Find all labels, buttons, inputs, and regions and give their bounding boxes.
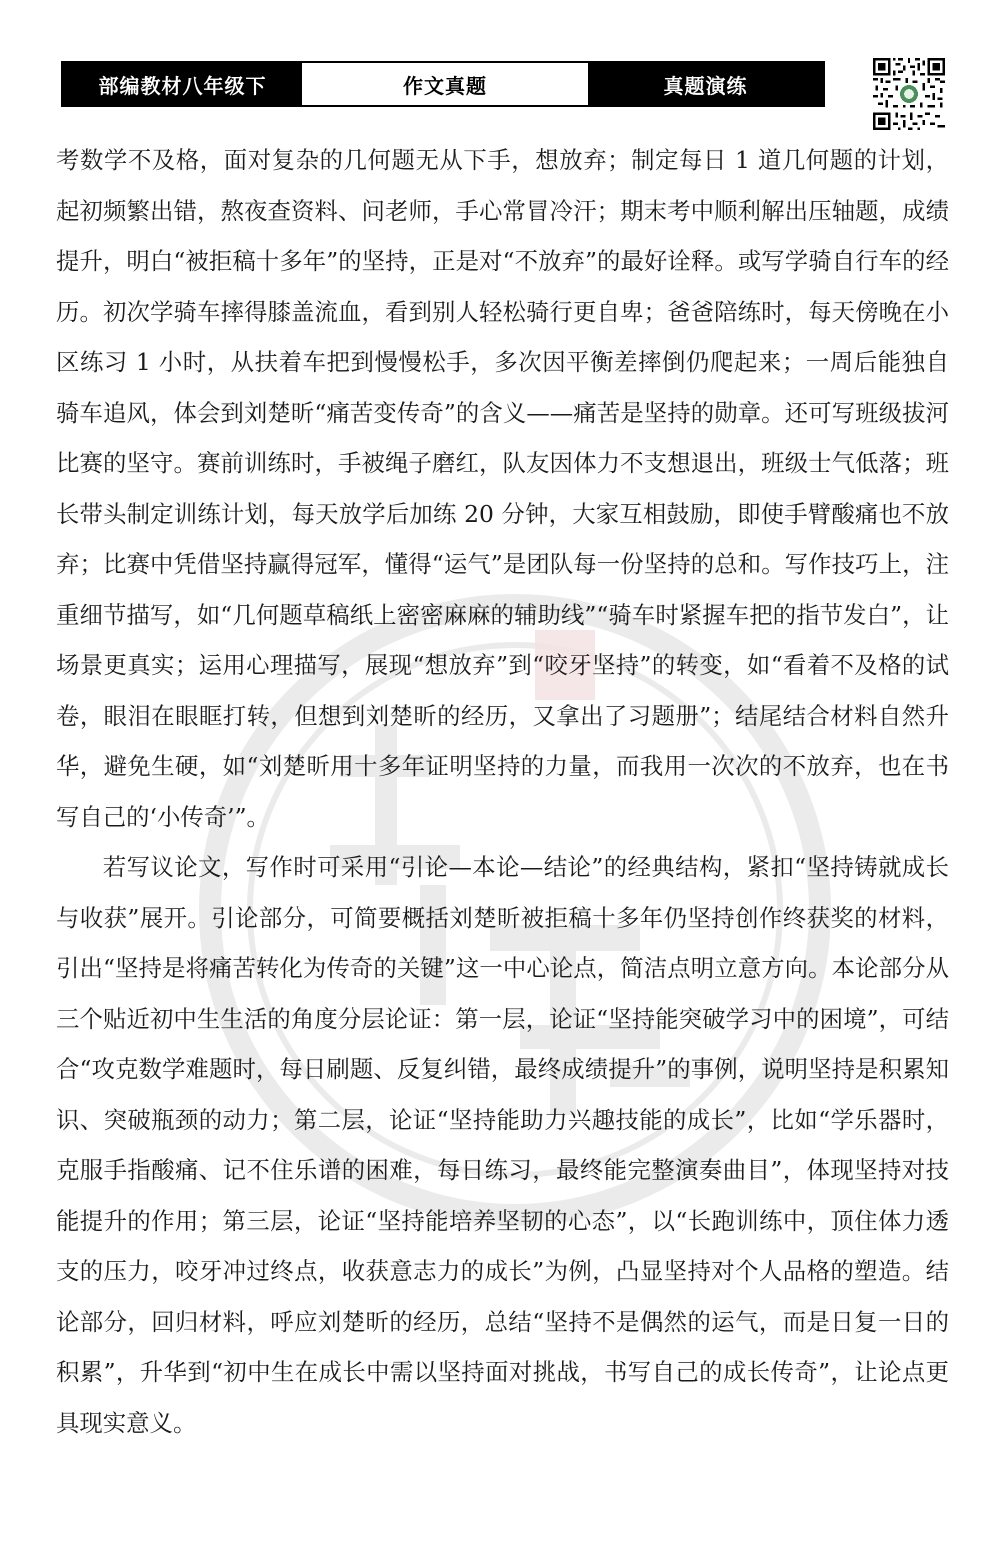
header-tab-essay: 作文真题 bbox=[302, 63, 588, 105]
qr-code-icon bbox=[873, 58, 945, 130]
header-tab-textbook: 部编教材八年级下 bbox=[63, 63, 302, 105]
paragraph-argumentative: 若写议论文，写作时可采用“引论—本论—结论”的经典结构，紧扣“坚持铸就成长与收获”展开。引论部分，可简要概括刘楚昕被拒稿十多年仍坚持创作终获奖的材料，引出“坚持是将痛苦转化为传奇的关键”这一中心论点，简洁点明立意方向。本论部分从三个贴近初中生生活的角度分层论证：第一层，论证“坚持能突破学习中的困境”，可结合“攻克数学难题时，每日刷题、反复纠错，最终成绩提升”的事例，说明坚持是积累知识、突破瓶颈的动力；第二层，论证“坚持能助力兴趣技能的成长”，比如“学乐器时，克服手指酸痛、记不住乐谱的困难，每日练习，最终能完整演奏曲目”，体现坚持对技能提升的作用；第三层，论证“坚持能培养坚韧的心态”，以“长跑训练中，顶住体力透支的压力，咬牙冲过终点，收获意志力的成长”为例，凸显坚持对个人品格的塑造。结论部分，回归材料，呼应刘楚昕的经历，总结“坚持不是偶然的运气，而是日复一日的积累”，升华到“初中生在成长中需以坚持面对挑战，书写自己的成长传奇”，让论点更具现实意义。 bbox=[56, 853, 949, 1437]
header-bar bbox=[61, 61, 825, 107]
header-tab-practice: 真题演练 bbox=[588, 63, 823, 105]
article-body bbox=[56, 135, 949, 1448]
paragraph-narrative: 考数学不及格，面对复杂的几何题无从下手，想放弃；制定每日 1 道几何题的计划，起初频繁出错，熬夜查资料、问老师，手心常冒冷汗；期末考中顺利解出压轴题，成绩提升，明白“被拒稿十多年”的坚持，正是对“不放弃”的最好诠释。或写学骑自行车的经历。初次学骑车摔得膝盖流血，看到别人轻松骑行更自卑；爸爸陪练时，每天傍晚在小区练习 1 小时，从扶着车把到慢慢松手，多次因平衡差摔倒仍爬起来；一周后能独自骑车追风，体会到刘楚昕“痛苦变传奇”的含义——痛苦是坚持的勋章。还可写班级拔河比赛的坚守。赛前训练时，手被绳子磨红，队友因体力不支想退出，班级士气低落；班长带头制定训练计划，每天放学后加练 20 分钟，大家互相鼓励，即使手臂酸痛也不放弃；比赛中凭借坚持赢得冠军，懂得“运气”是团队每一份坚持的总和。写作技巧上，注重细节描写，如“几何题草稿纸上密密麻麻的辅助线”“骑车时紧握车把的指节发白”，让场景更真实；运用心理描写，展现“想放弃”到“咬牙坚持”的转变，如“看着不及格的试卷，眼泪在眼眶打转，但想到刘楚昕的经历，又拿出了习题册”；结尾结合材料自然升华，避免生硬，如“刘楚昕用十多年证明坚持的力量，而我用一次次的不放弃，也在书写自己的‘小传奇’”。 bbox=[56, 146, 949, 831]
